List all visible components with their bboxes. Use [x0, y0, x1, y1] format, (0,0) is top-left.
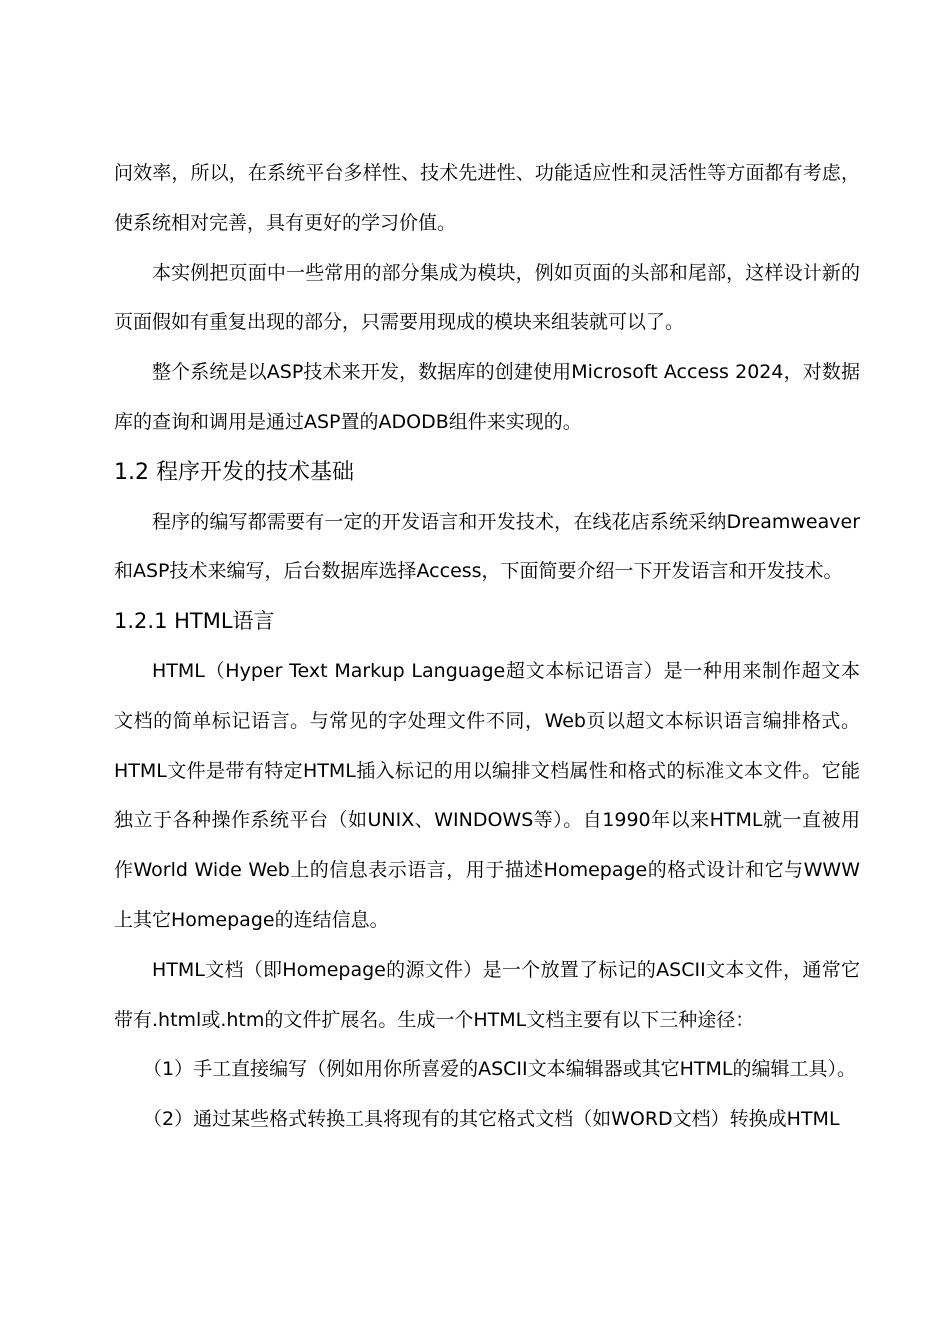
body-paragraph-system: 整个系统是以ASP技术来开发，数据库的创建使用Microsoft Access 2024，对数据库的查询和调用是通过ASP置的ADODB组件来实现的。	[114, 361, 860, 433]
section-heading-1-2-1: 1.2.1 HTML语言	[114, 609, 275, 634]
document-page	[114, 149, 860, 1145]
section-heading-1-2: 1.2 程序开发的技术基础	[114, 459, 354, 485]
body-paragraph-modules: 本实例把页面中一些常用的部分集成为模块，例如页面的头部和尾部，这样设计新的页面假如有重复出现的部分，只需要用现成的模块来组装就可以了。	[114, 261, 860, 334]
body-paragraph-html-document: HTML文档（即Homepage的源文件）是一个放置了标记的ASCII文本文件，通常它带有.html或.htm的文件扩展名。生成一个HTML文档主要有以下三种途径：	[114, 958, 860, 1031]
body-paragraph-tech-basis: 程序的编写都需要有一定的开发语言和开发技术，在线花店系统采纳Dreamweaver和ASP技术来编写，后台数据库选择Access，下面简要介绍一下开发语言和开发技术。	[114, 510, 860, 583]
body-paragraph-html-definition: HTML（Hyper Text Markup Language超文本标记语言）是一种用来制作超文本文档的简单标记语言。与常见的字处理文件不同，Web页以超文本标识语言编排格式。HTML文件是带有特定HTML插入标记的用以编排文档属性和格式的标准文本文件。它能独立于各种操作系统平台（如UNIX、WINDOWS等）。自1990年以来HTML就一直被用作World Wide Web上的信息表示语言，用于描述Homepage的格式设计和它与WWW上其它Homepage的连结信息。	[114, 659, 860, 931]
list-item: （1）手工直接编写（例如用你所喜爱的ASCII文本编辑器或其它HTML的编辑工具）。	[143, 1058, 856, 1081]
body-paragraph-intro: 问效率，所以，在系统平台多样性、技术先进性、功能适应性和灵活性等方面都有考虑，使系统相对完善，具有更好的学习价值。	[114, 162, 860, 234]
list-item: （2）通过某些格式转换工具将现有的其它格式文档（如WORD文档）转换成HTML	[143, 1108, 840, 1131]
